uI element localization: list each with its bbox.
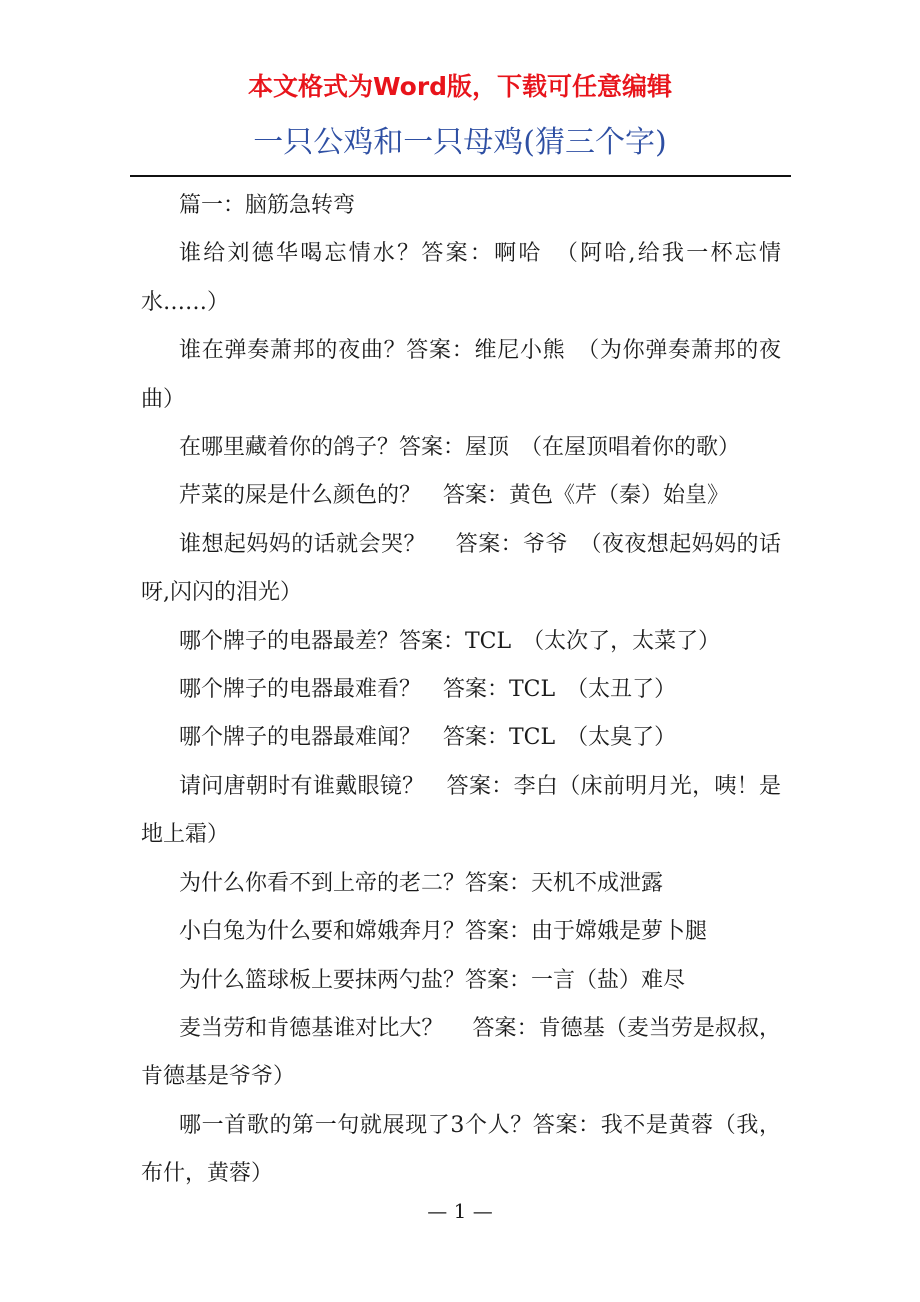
- riddle-paragraph: 哪一首歌的第一句就展现了3个人？答案：我不是黄蓉（我，布什，黄蓉）: [141, 1112, 781, 1187]
- riddle-paragraph: 为什么你看不到上帝的老二？答案：天机不成泄露: [179, 870, 664, 896]
- riddle-paragraph: 谁在弹奏萧邦的夜曲？答案：维尼小熊 （为你弹奏萧邦的夜曲）: [141, 338, 781, 412]
- riddle-paragraph: 哪个牌子的电器最差？答案：TCL （太次了，太菜了）: [179, 628, 721, 654]
- riddle-paragraph: 请问唐朝时有谁戴眼镜？ 答案：李白（床前明月光，咦！是地上霜）: [141, 773, 781, 848]
- riddle-paragraph: 芹菜的屎是什么颜色的？ 答案：黄色《芹（秦）始皇》: [179, 483, 730, 509]
- riddle-paragraph: 谁想起妈妈的话就会哭？ 答案：爷爷 （夜夜想起妈妈的话呀,闪闪的泪光）: [141, 531, 781, 606]
- page-number: — 1 —: [427, 1199, 493, 1223]
- riddle-paragraph: 在哪里藏着你的鸽子？答案：屋顶 （在屋顶唱着你的歌）: [179, 435, 741, 461]
- riddle-paragraph: 哪个牌子的电器最难闻？ 答案：TCL （太臭了）: [179, 725, 677, 751]
- riddle-paragraph: 为什么篮球板上要抹两勺盐？答案：一言（盐）难尽: [179, 967, 686, 993]
- title-divider: [130, 175, 791, 177]
- riddle-paragraph: 小白兔为什么要和嫦娥奔月？答案：由于嫦娥是萝卜腿: [179, 919, 708, 945]
- riddle-paragraph: 麦当劳和肯德基谁对比大？ 答案：肯德基（麦当劳是叔叔，肯德基是爷爷）: [141, 1015, 781, 1090]
- riddle-paragraph: 谁给刘德华喝忘情水？答案：啊哈 （阿哈,给我一杯忘情水……）: [141, 241, 781, 315]
- document-body: [141, 182, 781, 1199]
- download-banner: 本文格式为Word版，下载可任意编辑: [247, 72, 673, 101]
- section-heading: 篇一：脑筋急转弯: [179, 193, 356, 218]
- riddle-paragraph: 哪个牌子的电器最难看？ 答案：TCL （太丑了）: [179, 677, 677, 703]
- document-title: 一只公鸡和一只母鸡(猜三个字): [253, 125, 667, 160]
